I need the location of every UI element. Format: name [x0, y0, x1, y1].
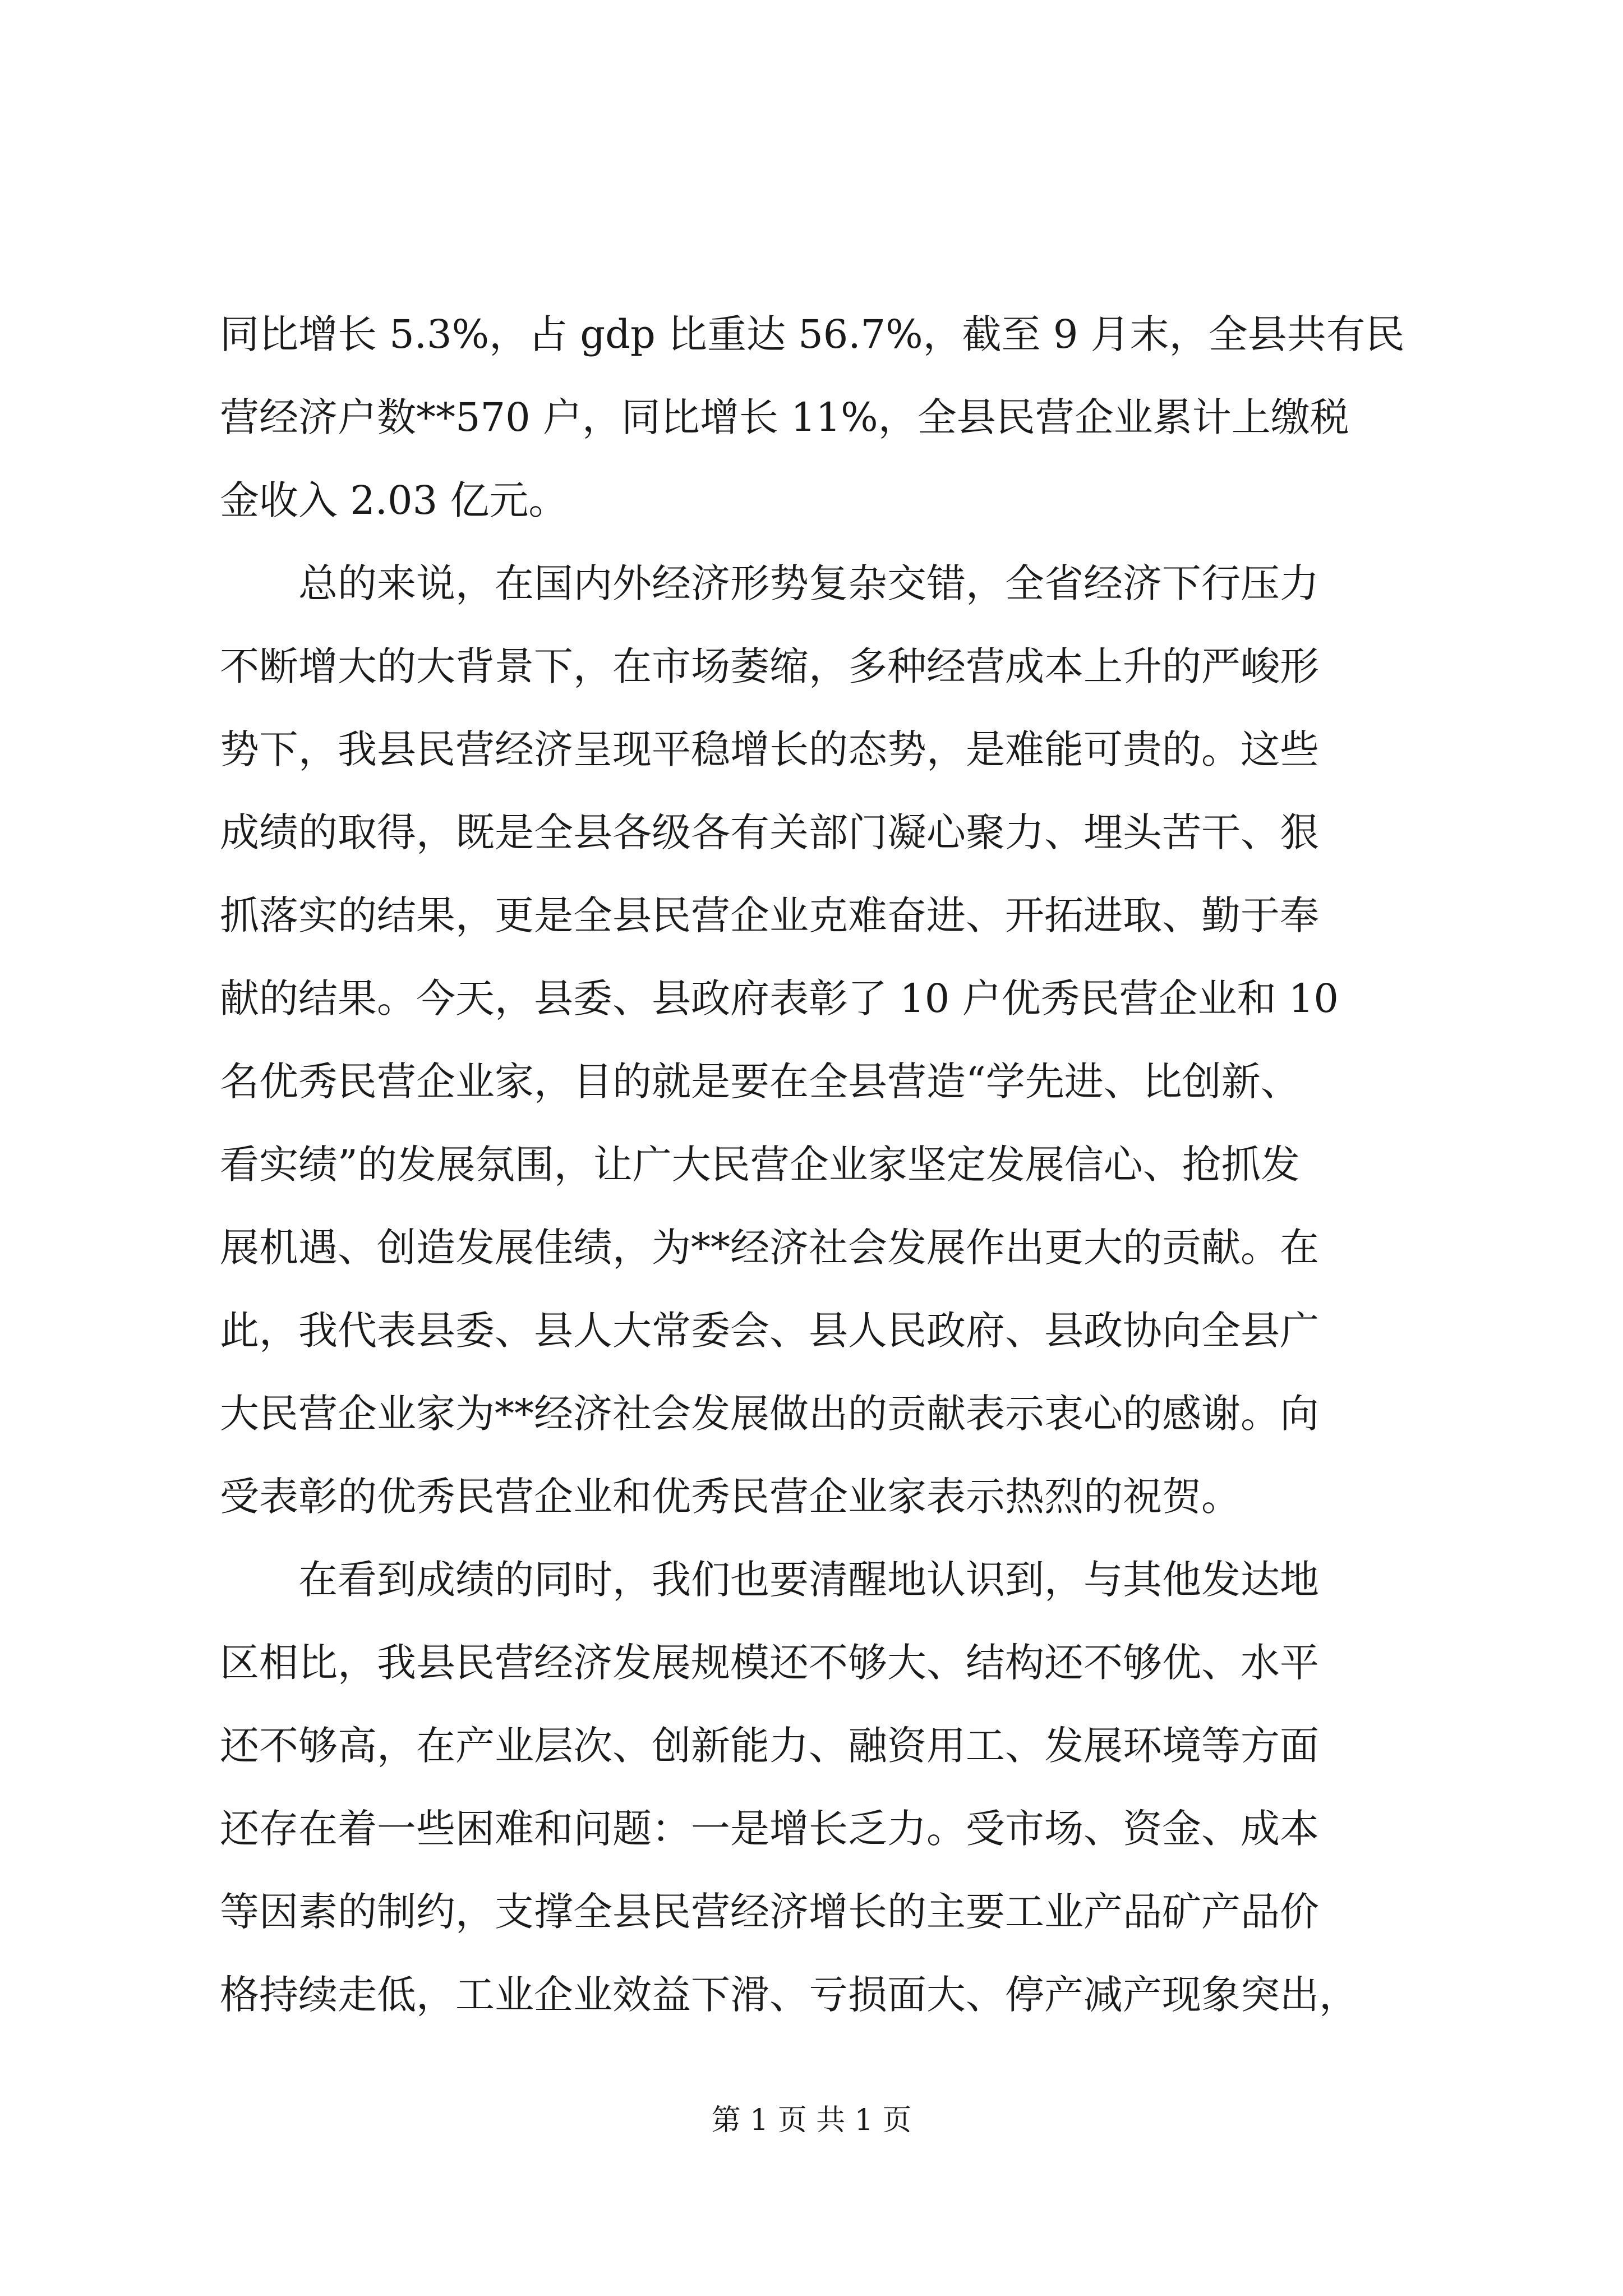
- text-line: 大民营企业家为**经济社会发展做出的贡献表示衷心的感谢。向: [220, 1391, 1319, 1437]
- text-line: 总的来说，在国内外经济形势复杂交错，全省经济下行压力: [220, 560, 1319, 606]
- text-line: 不断增大的大背景下，在市场萎缩，多种经营成本上升的严峻形: [220, 643, 1319, 689]
- text-line: 此，我代表县委、县人大常委会、县人民政府、县政协向全县广: [220, 1308, 1319, 1354]
- text-line: 展机遇、创造发展佳绩，为**经济社会发展作出更大的贡献。在: [220, 1225, 1319, 1271]
- text-line: 献的结果。今天，县委、县政府表彰了 10 户优秀民营企业和 10: [220, 976, 1339, 1022]
- text-line: 看实绩”的发展氛围，让广大民营企业家坚定发展信心、抢抓发: [220, 1142, 1300, 1188]
- text-line: 区相比，我县民营经济发展规模还不够大、结构还不够优、水平: [220, 1640, 1319, 1686]
- page-footer: 第 1 页 共 1 页: [711, 2104, 912, 2137]
- text-line: 受表彰的优秀民营企业和优秀民营企业家表示热烈的祝贺。: [220, 1474, 1241, 1520]
- document-body: [220, 293, 1403, 2036]
- text-line: 同比增长 5.3%，占 gdp 比重达 56.7%，截至 9 月末，全县共有民: [220, 311, 1405, 357]
- text-line: 在看到成绩的同时，我们也要清醒地认识到，与其他发达地: [220, 1557, 1319, 1603]
- text-line: 金收入 2.03 亿元。: [220, 477, 568, 523]
- text-line: 名优秀民营企业家，目的就是要在全县营造“学先进、比创新、: [220, 1059, 1300, 1105]
- text-line: 营经济户数**570 户，同比增长 11%，全县民营企业累计上缴税: [220, 394, 1349, 440]
- text-line: 成绩的取得，既是全县各级各有关部门凝心聚力、埋头苦干、狠: [220, 809, 1319, 855]
- text-line: 还存在着一些困难和问题：一是增长乏力。受市场、资金、成本: [220, 1806, 1319, 1852]
- text-line: 格持续走低，工业企业效益下滑、亏损面大、停产减产现象突出，: [220, 1972, 1358, 2018]
- text-line: 势下，我县民营经济呈现平稳增长的态势，是难能可贵的。这些: [220, 726, 1319, 772]
- text-line: 抓落实的结果，更是全县民营企业克难奋进、开拓进取、勤于奉: [220, 892, 1319, 938]
- text-line: 还不够高，在产业层次、创新能力、融资用工、发展环境等方面: [220, 1723, 1319, 1769]
- text-line: 等因素的制约，支撑全县民营经济增长的主要工业产品矿产品价: [220, 1889, 1319, 1935]
